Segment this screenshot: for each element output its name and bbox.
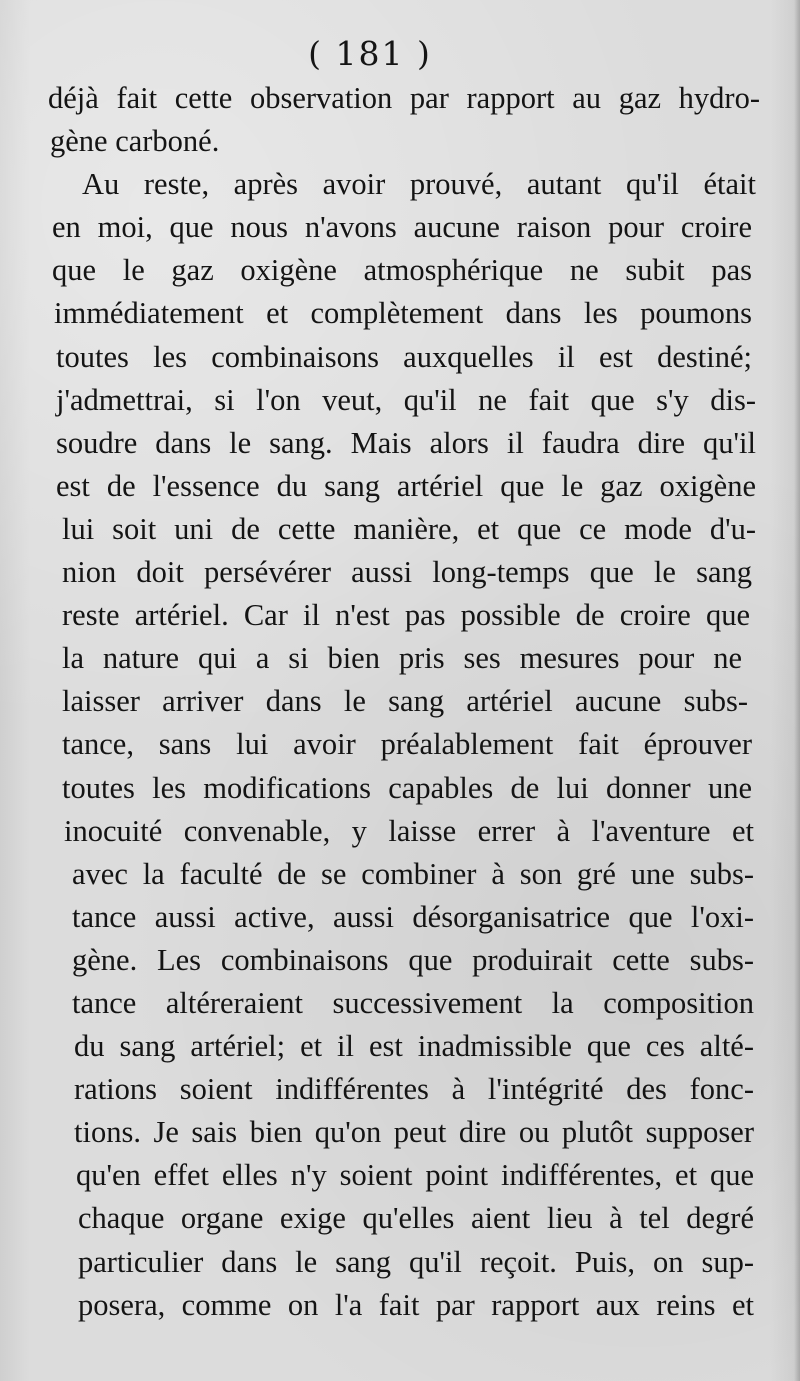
text-line-7: toutes les combinaisons auxquelles il est destiné; [56, 339, 752, 374]
text-line-29: posera, comme on l'a fait par rapport aux reins et [78, 1287, 754, 1322]
text-line-17: toutes les modifications capables de lui donner une [62, 770, 752, 805]
text-line-25: tions. Je sais bien qu'on peut dire ou plutôt supposer [74, 1115, 754, 1150]
text-line-10: est de l'essence du sang artériel que le gaz oxigène [56, 468, 756, 503]
text-line-5: que le gaz oxigène atmosphérique ne subit pas [52, 253, 752, 288]
page-edge-shadow [794, 0, 800, 1381]
text-line-26: qu'en effet elles n'y soient point indifférentes, et que [76, 1158, 754, 1193]
text-line-27: chaque organe exige qu'elles aient lieu à tel degré [78, 1201, 754, 1236]
text-line-20: tance aussi active, aussi désorganisatrice que l'oxi- [72, 899, 754, 934]
text-line-18: inocuité convenable, y laisse errer à l'aventure et [64, 813, 754, 848]
text-line-13: reste artériel. Car il n'est pas possible de croire que [62, 598, 750, 633]
text-line-4: en moi, que nous n'avons aucune raison pour croire [52, 210, 752, 245]
text-line-1: déjà fait cette observation par rapport au gaz hydro- [48, 81, 760, 115]
text-line-24: rations soient indifférentes à l'intégrité des fonc- [74, 1072, 754, 1107]
text-line-9: soudre dans le sang. Mais alors il faudra dire qu'il [56, 425, 756, 460]
text-line-21: gène. Les combinaisons que produirait cette subs- [72, 942, 754, 977]
text-line-3: Au reste, après avoir prouvé, autant qu'il était [82, 167, 756, 202]
text-line-16: tance, sans lui avoir préalablement fait éprouver [62, 727, 752, 762]
text-line-19: avec la faculté de se combiner à son gré une subs- [72, 856, 754, 891]
text-line-12: nion doit persévérer aussi long-temps que le sang [62, 555, 752, 590]
text-line-11: lui soit uni de cette manière, et que ce mode d'u- [62, 511, 756, 546]
text-line-15: laisser arriver dans le sang artériel aucune subs- [62, 684, 748, 719]
text-line-8: j'admettrai, si l'on veut, qu'il ne fait que s'y dis- [56, 382, 756, 417]
text-line-28: particulier dans le sang qu'il reçoit. Puis, on sup- [78, 1244, 754, 1279]
text-line-22: tance altéreraient successivement la composition [72, 985, 754, 1020]
page-number: ( 181 ) [308, 34, 432, 73]
text-line-2: gène carboné. [50, 124, 220, 159]
text-line-14: la nature qui a si bien pris ses mesures pour ne [62, 641, 742, 676]
body-text [48, 77, 760, 1327]
text-line-6: immédiatement et complètement dans les poumons [54, 296, 752, 331]
text-line-23: du sang artériel; et il est inadmissible que ces alté- [74, 1029, 754, 1064]
